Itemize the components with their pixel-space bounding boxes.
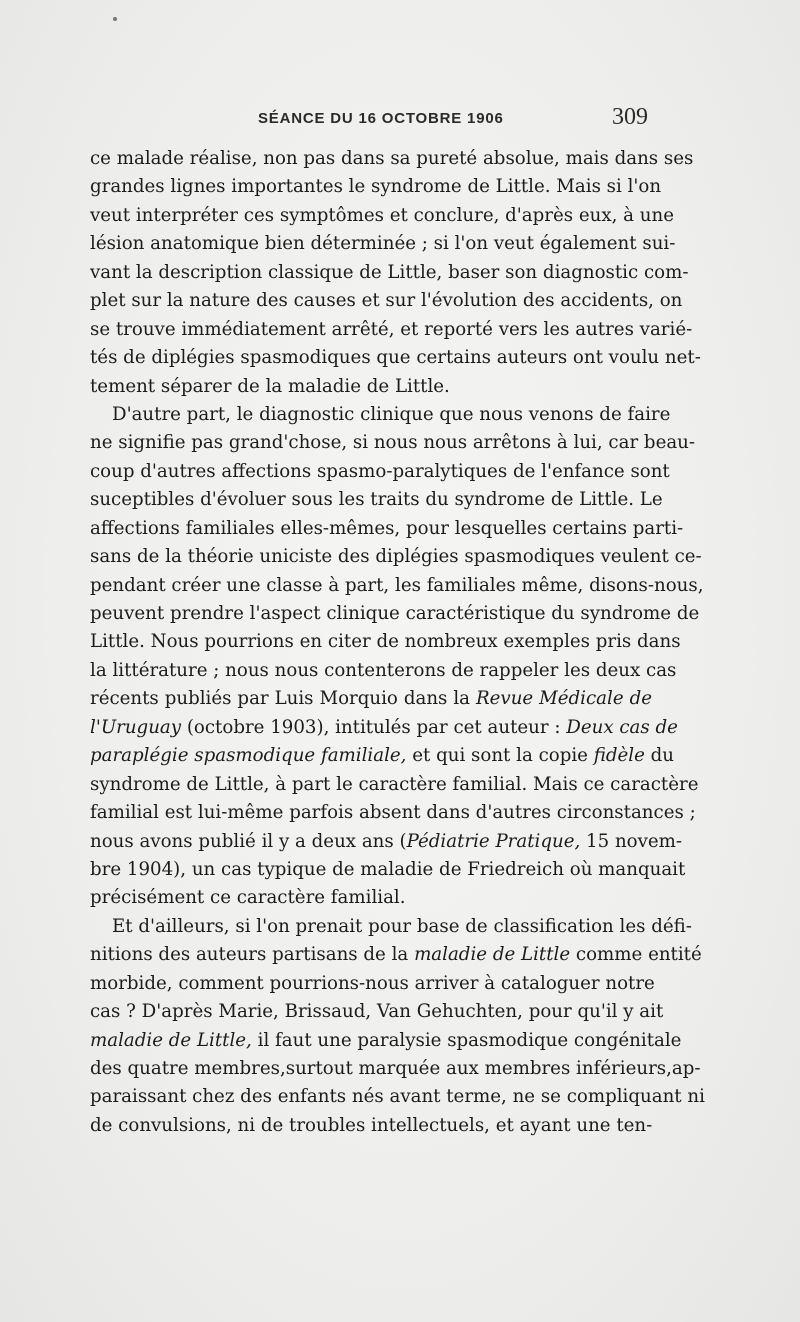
- text-line: Little. Nous pourrions en citer de nombreux exemples pris dans: [90, 631, 681, 653]
- text-line: tés de diplégies spasmodiques que certains auteurs ont voulu net-: [90, 347, 701, 369]
- text-line: se trouve immédiatement arrêté, et reporté vers les autres varié-: [90, 318, 693, 340]
- text-line: syndrome de Little, à part le caractère familial. Mais ce caractère: [90, 773, 699, 795]
- text-line: veut interpréter ces symptômes et conclure, d'après eux, à une: [90, 204, 674, 226]
- text-line: sans de la théorie uniciste des diplégies spasmodiques veulent ce-: [90, 546, 702, 568]
- text-line: affections familiales elles-mêmes, pour lesquelles certains parti-: [90, 517, 684, 539]
- text-line: D'autre part, le diagnostic clinique que nous venons de faire: [112, 403, 671, 425]
- emphasis: maladie de Little,: [90, 1029, 252, 1051]
- text-line: de convulsions, ni de troubles intellectuels, et ayant une ten-: [90, 1114, 653, 1136]
- journal-title: Pédiatrie Pratique,: [406, 830, 581, 852]
- text-line: vant la description classique de Little, baser son diagnostic com-: [90, 261, 689, 283]
- text-line: la littérature ; nous nous contenterons de rappeler les deux cas: [90, 659, 677, 681]
- journal-title: Revue Médicale de: [475, 688, 652, 710]
- text-line: paraissant chez des enfants nés avant terme, ne se compliquant ni: [90, 1086, 705, 1108]
- text-line: morbide, comment pourrions-nous arriver à cataloguer notre: [90, 972, 655, 994]
- page-number: 309: [612, 104, 648, 130]
- print-speck: [113, 17, 117, 21]
- text-line: cas ? D'après Marie, Brissaud, Van Gehuchten, pour qu'il y ait: [90, 1001, 664, 1023]
- emphasis: maladie de Little: [414, 944, 571, 966]
- text-line: grandes lignes importantes le syndrome de Little. Mais si l'on: [90, 176, 662, 198]
- text-line: précisément ce caractère familial.: [90, 887, 406, 909]
- emphasis: fidèle: [593, 745, 645, 767]
- article-title: paraplégie spasmodique familiale,: [90, 745, 407, 767]
- running-head: SÉANCE DU 16 OCTOBRE 1906: [258, 110, 504, 127]
- text-line: nitions des auteurs partisans de la maladie de Little comme entité: [90, 944, 702, 966]
- text-line: ce malade réalise, non pas dans sa pureté absolue, mais dans ses: [90, 148, 694, 169]
- text-line: suceptibles d'évoluer sous les traits du syndrome de Little. Le: [90, 489, 663, 511]
- article-title: Deux cas de: [566, 716, 678, 738]
- text-line: des quatre membres,surtout marquée aux membres inférieurs,ap-: [90, 1058, 701, 1079]
- text-line: plet sur la nature des causes et sur l'évolution des accidents, on: [90, 290, 683, 312]
- text-line: coup d'autres affections spasmo-paralytiques de l'enfance sont: [90, 460, 670, 482]
- text-line: pendant créer une classe à part, les familiales même, disons-nous,: [90, 574, 704, 596]
- text-line: tement séparer de la maladie de Little.: [90, 375, 450, 397]
- text-line: lésion anatomique bien déterminée ; si l'on veut également sui-: [90, 233, 676, 255]
- text-line: ne signifie pas grand'chose, si nous nous arrêtons à lui, car beau-: [90, 432, 696, 454]
- text-line: familial est lui-même parfois absent dans d'autres circonstances ;: [90, 802, 696, 824]
- journal-title: l'Uruguay: [90, 716, 182, 738]
- text-line: paraplégie spasmodique familiale, et qui sont la copie fidèle du: [90, 745, 675, 767]
- text-line: peuvent prendre l'aspect clinique caractéristique du syndrome de: [90, 603, 700, 624]
- text-line: récents publiés par Luis Morquio dans la Revue Médicale de: [90, 688, 652, 710]
- text-line: l'Uruguay (octobre 1903), intitulés par cet auteur : Deux cas de: [90, 716, 678, 738]
- text-line: nous avons publié il y a deux ans (Pédiatrie Pratique, 15 novem-: [90, 830, 683, 852]
- text-line: Et d'ailleurs, si l'on prenait pour base de classification les défi-: [112, 915, 692, 937]
- text-line: maladie de Little, il faut une paralysie spasmodique congénitale: [90, 1029, 682, 1051]
- text-line: bre 1904), un cas typique de maladie de Friedreich où manquait: [90, 858, 686, 880]
- body-text: [90, 145, 705, 1140]
